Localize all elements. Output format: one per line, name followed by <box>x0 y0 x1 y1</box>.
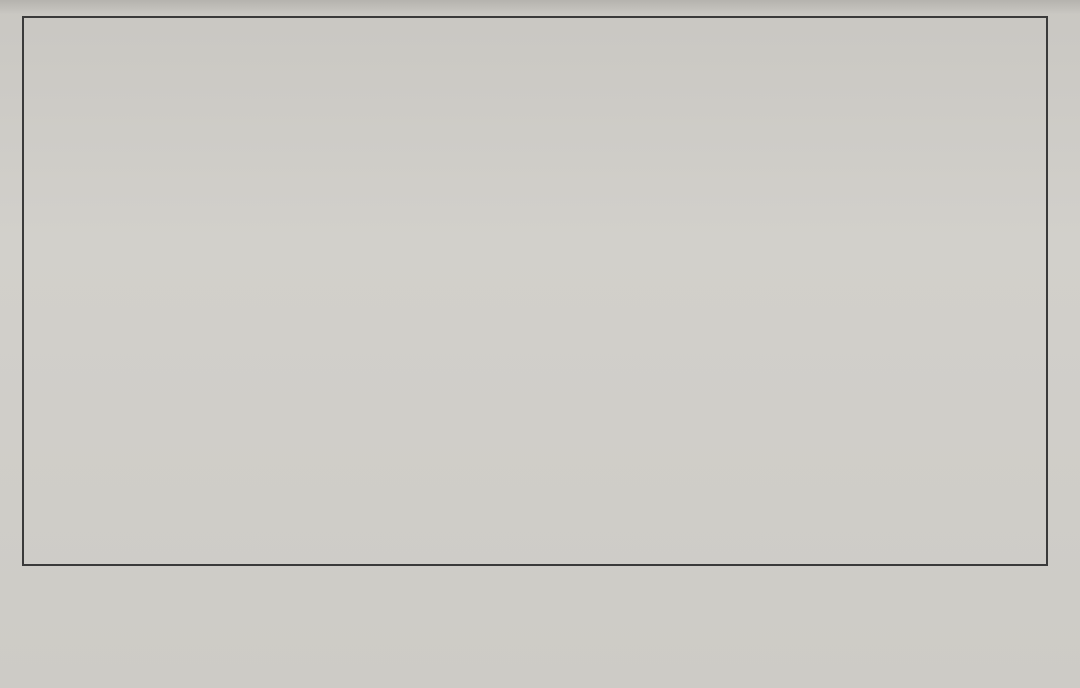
top-shadow <box>0 0 1080 14</box>
viscosity-table <box>22 16 1048 566</box>
